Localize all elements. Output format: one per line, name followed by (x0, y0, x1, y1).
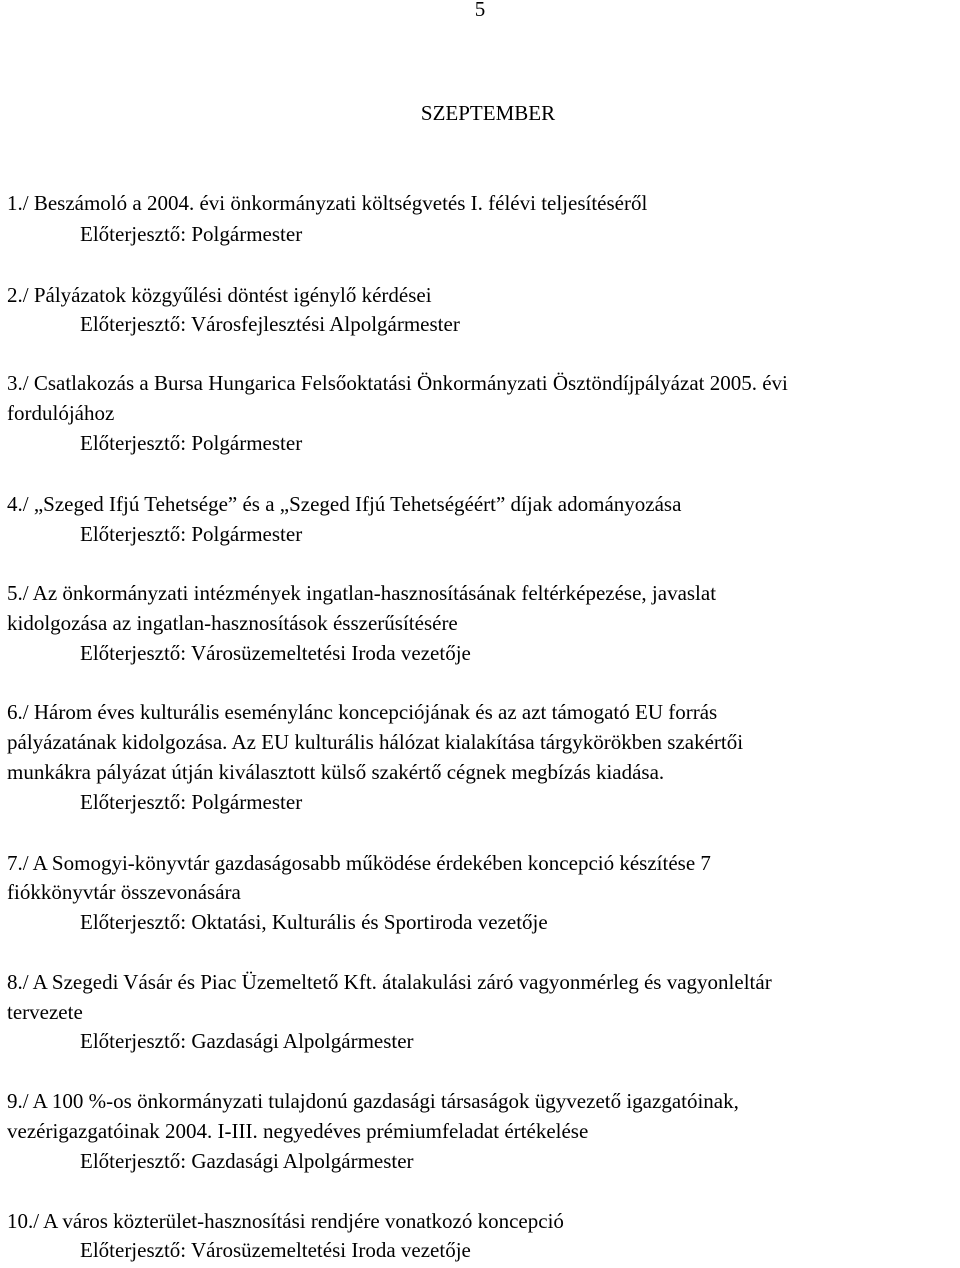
item-title-continued: kidolgozása az ingatlan-hasznosítások ésszerűsítésére (7, 611, 458, 635)
item-title: 9./ A 100 %-os önkormányzati tulajdonú gazdasági társaságok ügyvezető igazgatóinak, (7, 1089, 739, 1113)
item-presenter: Előterjesztő: Oktatási, Kulturális és Sportiroda vezetője (80, 910, 548, 934)
item-presenter: Előterjesztő: Városüzemeltetési Iroda vezetője (80, 641, 471, 665)
item-presenter: Előterjesztő: Polgármester (80, 222, 303, 246)
item-presenter: Előterjesztő: Városüzemeltetési Iroda vezetője (80, 1238, 471, 1262)
item-title: 10./ A város közterület-hasznosítási rendjére vonatkozó koncepció (7, 1209, 564, 1233)
item-presenter: Előterjesztő: Polgármester (80, 431, 303, 455)
item-presenter: Előterjesztő: Gazdasági Alpolgármester (80, 1149, 414, 1173)
item-title: 7./ A Somogyi-könyvtár gazdaságosabb működése érdekében koncepció készítése 7 (7, 851, 711, 875)
page-number: 5 (474, 0, 486, 21)
item-title-continued: pályázatának kidolgozása. Az EU kulturális hálózat kialakítása tárgykörökben szakértői (7, 730, 744, 754)
item-presenter: Előterjesztő: Gazdasági Alpolgármester (80, 1029, 414, 1053)
item-presenter: Előterjesztő: Városfejlesztési Alpolgármester (80, 312, 460, 336)
item-title-continued: fordulójához (7, 401, 115, 425)
item-presenter: Előterjesztő: Polgármester (80, 522, 303, 546)
item-title: 1./ Beszámoló a 2004. évi önkormányzati költségvetés I. félévi teljesítéséről (7, 191, 648, 215)
item-title: 5./ Az önkormányzati intézmények ingatlan-hasznosításának feltérképezése, javaslat (7, 581, 717, 605)
item-title-continued: tervezete (7, 1000, 83, 1024)
item-title: 3./ Csatlakozás a Bursa Hungarica Felsőoktatási Önkormányzati Ösztöndíjpályázat 2005. évi (7, 371, 788, 395)
item-title-continued: munkákra pályázat útján kiválasztott külső szakértő cégnek megbízás kiadása. (7, 760, 665, 784)
item-title: 4./ „Szeged Ifjú Tehetsége” és a „Szeged Ifjú Tehetségéért” díjak adományozása (7, 492, 682, 516)
item-title: 2./ Pályázatok közgyűlési döntést igénylő kérdései (7, 283, 432, 307)
item-title: 8./ A Szegedi Vásár és Piac Üzemeltető Kft. átalakulási záró vagyonmérleg és vagyonleltár (7, 970, 772, 994)
item-title-continued: fiókkönyvtár összevonására (7, 880, 241, 904)
item-title-continued: vezérigazgatóinak 2004. I-III. negyedéves prémiumfeladat értékelése (7, 1119, 589, 1143)
item-presenter: Előterjesztő: Polgármester (80, 790, 303, 814)
month-heading: SZEPTEMBER (420, 101, 556, 125)
item-title: 6./ Három éves kulturális eseménylánc koncepciójának és az azt támogató EU forrás (7, 700, 718, 724)
